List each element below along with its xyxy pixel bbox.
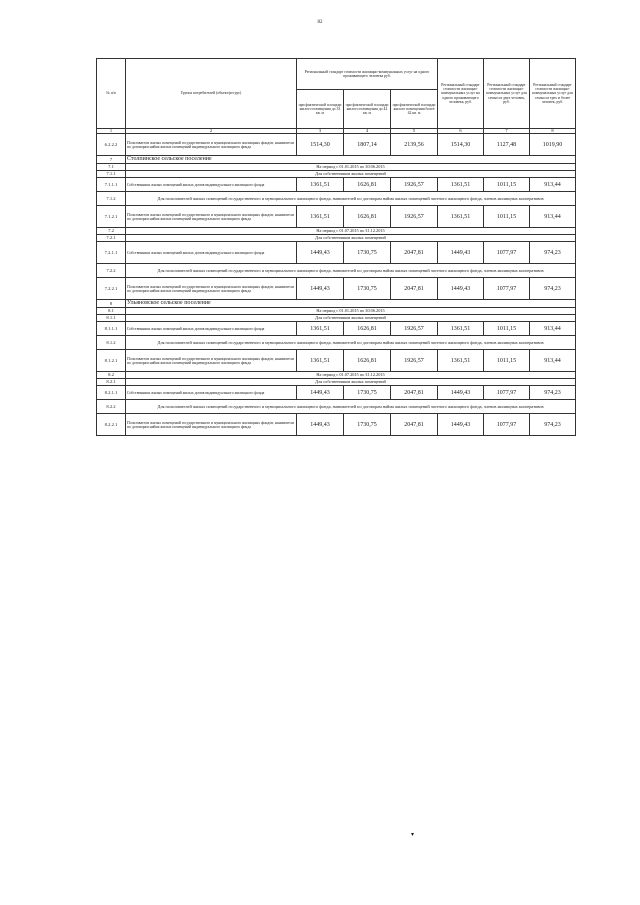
period-row <box>97 164 576 171</box>
row-number: 7.2.1.1 <box>97 242 126 264</box>
standard-value: 1730,75 <box>344 414 391 436</box>
table-row <box>97 386 576 400</box>
period-text: Для собственников жилых помещений <box>126 315 576 322</box>
period-row <box>97 372 576 379</box>
table-row <box>97 206 576 228</box>
standard-value: 1361,51 <box>438 206 484 228</box>
settlement-title: Ульяновское сельское поселение <box>126 300 576 308</box>
section-row <box>97 300 576 308</box>
header-area-over-42: при фактической площади жилого помещения более 42 кв. м <box>391 90 438 129</box>
category-row <box>97 336 576 350</box>
section-row <box>97 156 576 164</box>
col-number: 2 <box>126 129 297 134</box>
consumer-group-name: Пользователи жилых помещений государственного и муниципального жилищных фондов, наниматели по договорам найма жилых помещений индивидуального жилищного фонда <box>126 206 297 228</box>
standard-value: 1449,43 <box>297 386 344 400</box>
period-text: Для собственников жилых помещений <box>126 171 576 178</box>
standard-value: 1449,43 <box>438 242 484 264</box>
col-number: 1 <box>97 129 126 134</box>
row-number: 7.2.2 <box>97 264 126 278</box>
standard-value: 1011,15 <box>484 350 530 372</box>
period-row <box>97 308 576 315</box>
header-two-persons: Региональный стандарт стоимости жилищно-коммунальных услуг для семьи из двух человек, руб. <box>484 59 530 129</box>
standard-value: 1730,75 <box>344 386 391 400</box>
standard-value: 1807,14 <box>344 134 391 156</box>
category-text: Для пользователей жилых помещений государственного и муниципального жилищного фонда, нанимателей по договорам найма жилых помещений частного жилищного фонда, членов жилищных кооперативов <box>126 336 576 350</box>
standard-value: 2047,81 <box>391 278 438 300</box>
row-number: 6.2.2.2 <box>97 134 126 156</box>
standard-value: 1626,81 <box>344 322 391 336</box>
period-row <box>97 235 576 242</box>
consumer-group-name: Собственники жилых помещений жилых домов индивидуального жилищного фонда <box>126 242 297 264</box>
row-number: 8.1.2.1 <box>97 350 126 372</box>
row-number: 8.1.1.1 <box>97 322 126 336</box>
standard-value: 1077,97 <box>484 278 530 300</box>
consumer-group-name: Пользователи жилых помещений государственного и муниципального жилищных фондов, наниматели по договорам найма жилых помещений индивидуального жилищного фонда <box>126 350 297 372</box>
standard-value: 913,44 <box>530 322 576 336</box>
period-text: На период с 01.01.2015 по 30.06.2015 <box>126 164 576 171</box>
standard-value: 1127,48 <box>484 134 530 156</box>
row-number: 7.1.2 <box>97 192 126 206</box>
header-standard-span: Региональный стандарт стоимости жилищно-коммунальных услуг на одного проживающего человека руб. <box>297 59 438 90</box>
consumer-group-name: Пользователи жилых помещений государственного и муниципального жилищных фондов, наниматели по договорам найма жилых помещений индивидуального жилищного фонда <box>126 134 297 156</box>
col-number: 7 <box>484 129 530 134</box>
table-row <box>97 242 576 264</box>
row-number: 7.2.1 <box>97 235 126 242</box>
col-number: 8 <box>530 129 576 134</box>
col-number: 3 <box>297 129 344 134</box>
category-row <box>97 192 576 206</box>
standard-value: 1077,97 <box>484 242 530 264</box>
row-number: 7.2.2.1 <box>97 278 126 300</box>
row-number: 7.1 <box>97 164 126 171</box>
standard-value: 1361,51 <box>297 322 344 336</box>
row-number: 8.2.1 <box>97 379 126 386</box>
header-three-persons: Региональный стандарт стоимости жилищно-коммунальных услуг для семьи из трех и более человек, руб. <box>530 59 576 129</box>
period-text: Для собственников жилых помещений <box>126 379 576 386</box>
row-number: 8.2 <box>97 372 126 379</box>
standard-value: 1449,43 <box>297 414 344 436</box>
row-number: 7.1.1 <box>97 171 126 178</box>
period-text: Для собственников жилых помещений <box>126 235 576 242</box>
consumer-group-name: Пользователи жилых помещений государственного и муниципального жилищных фондов, наниматели по договорам найма жилых помещений индивидуального жилищного фонда <box>126 278 297 300</box>
tariff-table <box>96 58 576 436</box>
table-row <box>97 350 576 372</box>
consumer-group-name: Пользователи жилых помещений государственного и муниципального жилищных фондов, наниматели по договорам найма жилых помещений индивидуального жилищного фонда <box>126 414 297 436</box>
table-row <box>97 414 576 436</box>
period-text: На период с 01.07.2015 по 31.12.2015 <box>126 228 576 235</box>
header-number: № п/п <box>97 59 126 129</box>
period-row <box>97 379 576 386</box>
header-consumer-group: Группа потребителей (объект/ресурс) <box>126 59 297 129</box>
category-row <box>97 264 576 278</box>
period-row <box>97 315 576 322</box>
row-number: 8.1.1 <box>97 315 126 322</box>
standard-value: 1361,51 <box>438 350 484 372</box>
standard-value: 1011,15 <box>484 206 530 228</box>
consumer-group-name: Собственники жилых помещений жилых домов индивидуального жилищного фонда <box>126 386 297 400</box>
standard-value: 2047,81 <box>391 414 438 436</box>
table-body <box>97 134 576 436</box>
standard-value: 1011,15 <box>484 178 530 192</box>
row-number: 8 <box>97 300 126 308</box>
standard-value: 1514,30 <box>438 134 484 156</box>
standard-value: 1077,97 <box>484 386 530 400</box>
standard-value: 1011,15 <box>484 322 530 336</box>
row-number: 7 <box>97 156 126 164</box>
standard-value: 2139,56 <box>391 134 438 156</box>
standard-value: 1730,75 <box>344 242 391 264</box>
standard-value: 1926,57 <box>391 322 438 336</box>
row-number: 8.1 <box>97 308 126 315</box>
header-single-person: Региональный стандарт стоимости жилищно-коммунальных услуг на одного проживающего человека, руб. <box>438 59 484 129</box>
standard-value: 2047,81 <box>391 242 438 264</box>
standard-value: 2047,81 <box>391 386 438 400</box>
standard-value: 1361,51 <box>297 206 344 228</box>
consumer-group-name: Собственники жилых помещений жилых домов индивидуального жилищного фонда <box>126 178 297 192</box>
standard-value: 1514,30 <box>297 134 344 156</box>
standard-value: 913,44 <box>530 206 576 228</box>
standard-value: 913,44 <box>530 178 576 192</box>
row-number: 7.1.1.1 <box>97 178 126 192</box>
standard-value: 1449,43 <box>438 414 484 436</box>
standard-value: 1449,43 <box>297 278 344 300</box>
row-number: 8.2.2.1 <box>97 414 126 436</box>
table-row <box>97 322 576 336</box>
category-text: Для пользователей жилых помещений государственного и муниципального жилищного фонда, нанимателей по договорам найма жилых помещений частного жилищного фонда, членов жилищных кооперативов <box>126 400 576 414</box>
standard-value: 1361,51 <box>438 322 484 336</box>
standard-value: 1077,97 <box>484 414 530 436</box>
standard-value: 1926,57 <box>391 350 438 372</box>
standard-value: 1626,81 <box>344 350 391 372</box>
row-number: 7.2 <box>97 228 126 235</box>
standard-value: 1449,43 <box>297 242 344 264</box>
standard-value: 1626,81 <box>344 178 391 192</box>
standard-value: 974,23 <box>530 386 576 400</box>
col-number: 4 <box>344 129 391 134</box>
settlement-title: Столпинское сельское поселение <box>126 156 576 164</box>
bottom-mark: ▾ <box>411 832 415 838</box>
standard-value: 1361,51 <box>438 178 484 192</box>
consumer-group-name: Собственники жилых помещений жилых домов индивидуального жилищного фонда <box>126 322 297 336</box>
period-text: На период с 01.07.2015 по 31.12.2015 <box>126 372 576 379</box>
row-number: 7.1.2.1 <box>97 206 126 228</box>
category-row <box>97 400 576 414</box>
period-row <box>97 171 576 178</box>
standard-value: 974,23 <box>530 414 576 436</box>
row-number: 8.2.1.1 <box>97 386 126 400</box>
category-text: Для пользователей жилых помещений государственного и муниципального жилищного фонда, нанимателей по договорам найма жилых помещений частного жилищного фонда, членов жилищных кооперативов <box>126 192 576 206</box>
category-text: Для пользователей жилых помещений государственного и муниципального жилищного фонда, нанимателей по договорам найма жилых помещений частного жилищного фонда, членов жилищных кооперативов <box>126 264 576 278</box>
header-area-33: при фактической площади жилого помещения до 33 кв. м <box>297 90 344 129</box>
standard-value: 1019,90 <box>530 134 576 156</box>
table-row <box>97 134 576 156</box>
standard-value: 1449,43 <box>438 278 484 300</box>
standard-value: 974,23 <box>530 242 576 264</box>
row-number: 8.1.2 <box>97 336 126 350</box>
page-number: 82 <box>317 20 323 25</box>
period-text: На период с 01.01.2015 по 30.06.2015 <box>126 308 576 315</box>
header-area-42: при фактической площади жилого помещения до 42 кв. м <box>344 90 391 129</box>
period-row <box>97 228 576 235</box>
table-row <box>97 278 576 300</box>
table-row <box>97 178 576 192</box>
standard-value: 1926,57 <box>391 206 438 228</box>
standard-value: 1361,51 <box>297 178 344 192</box>
standard-value: 1361,51 <box>297 350 344 372</box>
standard-value: 1926,57 <box>391 178 438 192</box>
col-number: 6 <box>438 129 484 134</box>
standard-value: 1449,43 <box>438 386 484 400</box>
standard-value: 974,23 <box>530 278 576 300</box>
standard-value: 913,44 <box>530 350 576 372</box>
row-number: 8.2.2 <box>97 400 126 414</box>
standard-value: 1730,75 <box>344 278 391 300</box>
standard-value: 1626,81 <box>344 206 391 228</box>
col-number: 5 <box>391 129 438 134</box>
